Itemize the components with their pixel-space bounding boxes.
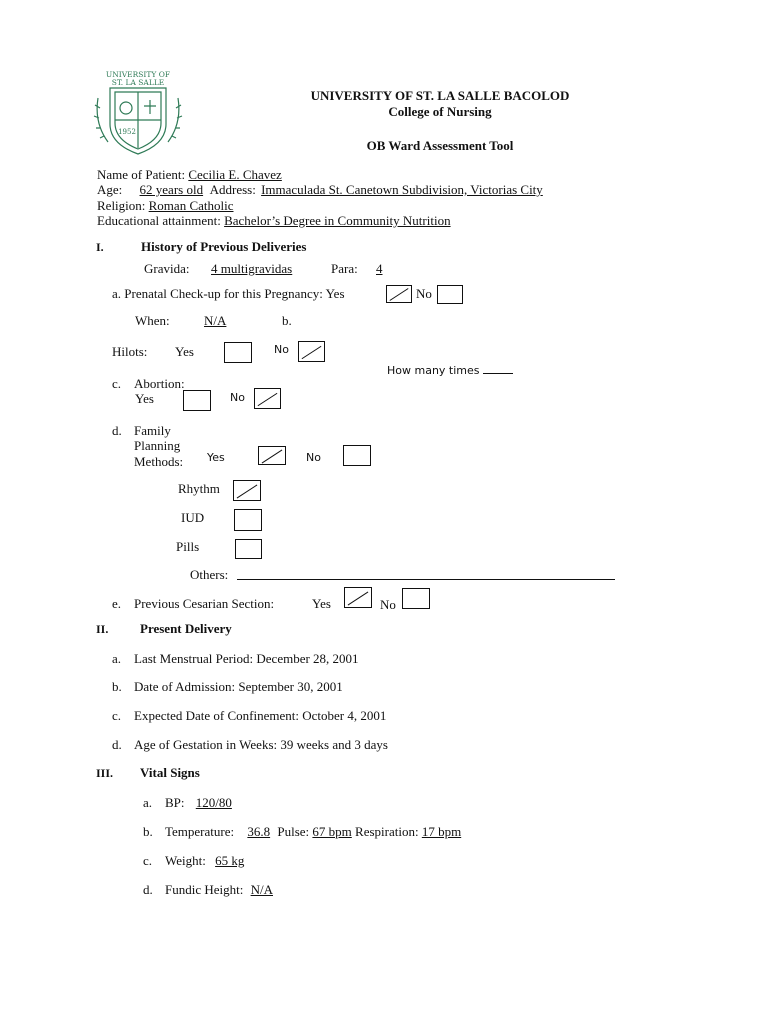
- college-name: College of Nursing: [388, 104, 492, 119]
- fp-letter: d.: [112, 423, 122, 438]
- education-label: Educational attainment:: [97, 213, 221, 228]
- bp-label: BP:: [165, 795, 185, 810]
- list-item: Age of Gestation in Weeks: 39 weeks and 3 days: [134, 737, 388, 752]
- prenatal-yes-checkbox[interactable]: [386, 285, 412, 303]
- how-many-label: How many times: [387, 364, 480, 377]
- education-value: Bachelor’s Degree in Community Nutrition: [224, 213, 451, 228]
- temp-value: 36.8: [247, 824, 271, 839]
- address-label: Address:: [209, 182, 256, 197]
- weight-row: [165, 853, 248, 869]
- section1-title: History of Previous Deliveries: [141, 239, 307, 254]
- fp-no-label: No: [306, 451, 321, 464]
- abortion-yes-label: Yes: [135, 391, 154, 406]
- religion-label: Religion:: [97, 198, 146, 213]
- education-row: [97, 213, 455, 229]
- when-b-letter: b.: [282, 313, 292, 328]
- fp-line2: Planning: [134, 438, 181, 453]
- fp-no-checkbox[interactable]: [343, 445, 371, 466]
- fundic-value: N/A: [250, 882, 273, 897]
- resp-label: Respiration:: [355, 824, 419, 839]
- abortion-yes-checkbox[interactable]: [183, 390, 211, 411]
- pulse-label: Pulse:: [277, 824, 310, 839]
- pills-label: Pills: [176, 539, 200, 554]
- weight-value: 65 kg: [215, 853, 245, 868]
- list-item-letter: a.: [112, 651, 122, 666]
- fp-line3: Methods:: [134, 454, 184, 469]
- fundic-letter: d.: [143, 882, 153, 897]
- hilots-yes-label: Yes: [175, 344, 194, 359]
- abortion-label: Abortion:: [134, 376, 185, 391]
- fp-yes-label: Yes: [207, 451, 225, 464]
- list-item-letter: c.: [112, 708, 122, 723]
- section3-title: Vital Signs: [140, 765, 200, 780]
- when-value: N/A: [204, 313, 227, 328]
- cesarian-letter: e.: [112, 596, 122, 611]
- temp-label: Temperature:: [165, 824, 235, 839]
- logo-year: 1952: [118, 128, 136, 136]
- gravida-label: Gravida:: [144, 261, 190, 276]
- resp-value: 17 bpm: [421, 824, 462, 839]
- bp-value: 120/80: [195, 795, 232, 810]
- section2-number: II.: [96, 622, 109, 636]
- patient-name-value: Cecilia E. Chavez: [188, 167, 282, 182]
- hilots-yes-checkbox[interactable]: [224, 342, 252, 363]
- iud-checkbox[interactable]: [234, 509, 262, 531]
- fundic-label: Fundic Height:: [165, 882, 244, 897]
- fp-yes-checkbox[interactable]: [258, 446, 286, 465]
- cesarian-label: Previous Cesarian Section:: [134, 596, 275, 611]
- prenatal-label: a. Prenatal Check-up for this Pregnancy: Yes: [112, 286, 345, 301]
- age-value: 62 years old: [139, 182, 204, 197]
- temp-row: [165, 824, 461, 840]
- section2-title: Present Delivery: [140, 621, 232, 636]
- prenatal-no-checkbox[interactable]: [437, 285, 463, 304]
- para-value: 4: [376, 261, 383, 276]
- gravida-value: 4 multigravidas: [211, 261, 293, 276]
- age-label: Age:: [97, 182, 123, 197]
- religion-value: Roman Catholic: [148, 198, 234, 213]
- hilots-no-checkbox[interactable]: [298, 341, 325, 362]
- para-label: Para:: [331, 261, 358, 276]
- age-address-row: [97, 182, 545, 198]
- university-name: UNIVERSITY OF ST. LA SALLE BACOLOD: [310, 88, 570, 103]
- bp-row: [165, 795, 236, 811]
- rhythm-checkbox[interactable]: [233, 480, 261, 501]
- list-item-letter: b.: [112, 679, 122, 694]
- logo-mid-text: ST. LA SALLE: [111, 78, 165, 87]
- form-title: OB Ward Assessment Tool: [366, 138, 514, 153]
- university-logo: [88, 68, 188, 158]
- patient-name-label: Name of Patient:: [97, 167, 186, 182]
- address-value: Immaculada St. Canetown Subdivision, Victorias City: [261, 182, 543, 197]
- iud-label: IUD: [181, 510, 205, 525]
- cesarian-yes-checkbox[interactable]: [344, 587, 372, 608]
- pills-checkbox[interactable]: [235, 539, 262, 559]
- prenatal-no-label: No: [416, 286, 432, 301]
- section3-number: III.: [96, 766, 114, 780]
- section1-number: I.: [96, 240, 104, 254]
- rhythm-label: Rhythm: [178, 481, 220, 496]
- others-input-line[interactable]: [237, 565, 615, 580]
- cesarian-no-checkbox[interactable]: [402, 588, 430, 609]
- list-item: Last Menstrual Period: December 28, 2001: [134, 651, 359, 666]
- list-item: Expected Date of Confinement: October 4, 2001: [134, 708, 387, 723]
- list-item-letter: d.: [112, 737, 122, 752]
- abortion-no-label: No: [230, 391, 245, 404]
- how-many-blank[interactable]: [483, 373, 513, 374]
- religion-row: [97, 198, 240, 214]
- when-label: When:: [135, 313, 170, 328]
- fundic-row: [165, 882, 277, 898]
- cesarian-no-label: No: [380, 597, 396, 612]
- others-label: Others:: [190, 567, 229, 582]
- abortion-no-checkbox[interactable]: [254, 388, 281, 409]
- list-item: Date of Admission: September 30, 2001: [134, 679, 343, 694]
- fp-line1: Family: [134, 423, 171, 438]
- bp-letter: a.: [143, 795, 153, 810]
- abortion-letter: c.: [112, 376, 122, 391]
- weight-label: Weight:: [165, 853, 206, 868]
- patient-name-row: [97, 167, 282, 183]
- how-many-times: [387, 364, 513, 377]
- hilots-label: Hilots:: [112, 344, 148, 359]
- weight-letter: c.: [143, 853, 153, 868]
- pulse-value: 67 bpm: [312, 824, 352, 839]
- logo-top-text: UNIVERSITY OF: [105, 70, 171, 79]
- temp-letter: b.: [143, 824, 153, 839]
- cesarian-yes-label: Yes: [312, 596, 331, 611]
- hilots-no-label: No: [274, 343, 289, 356]
